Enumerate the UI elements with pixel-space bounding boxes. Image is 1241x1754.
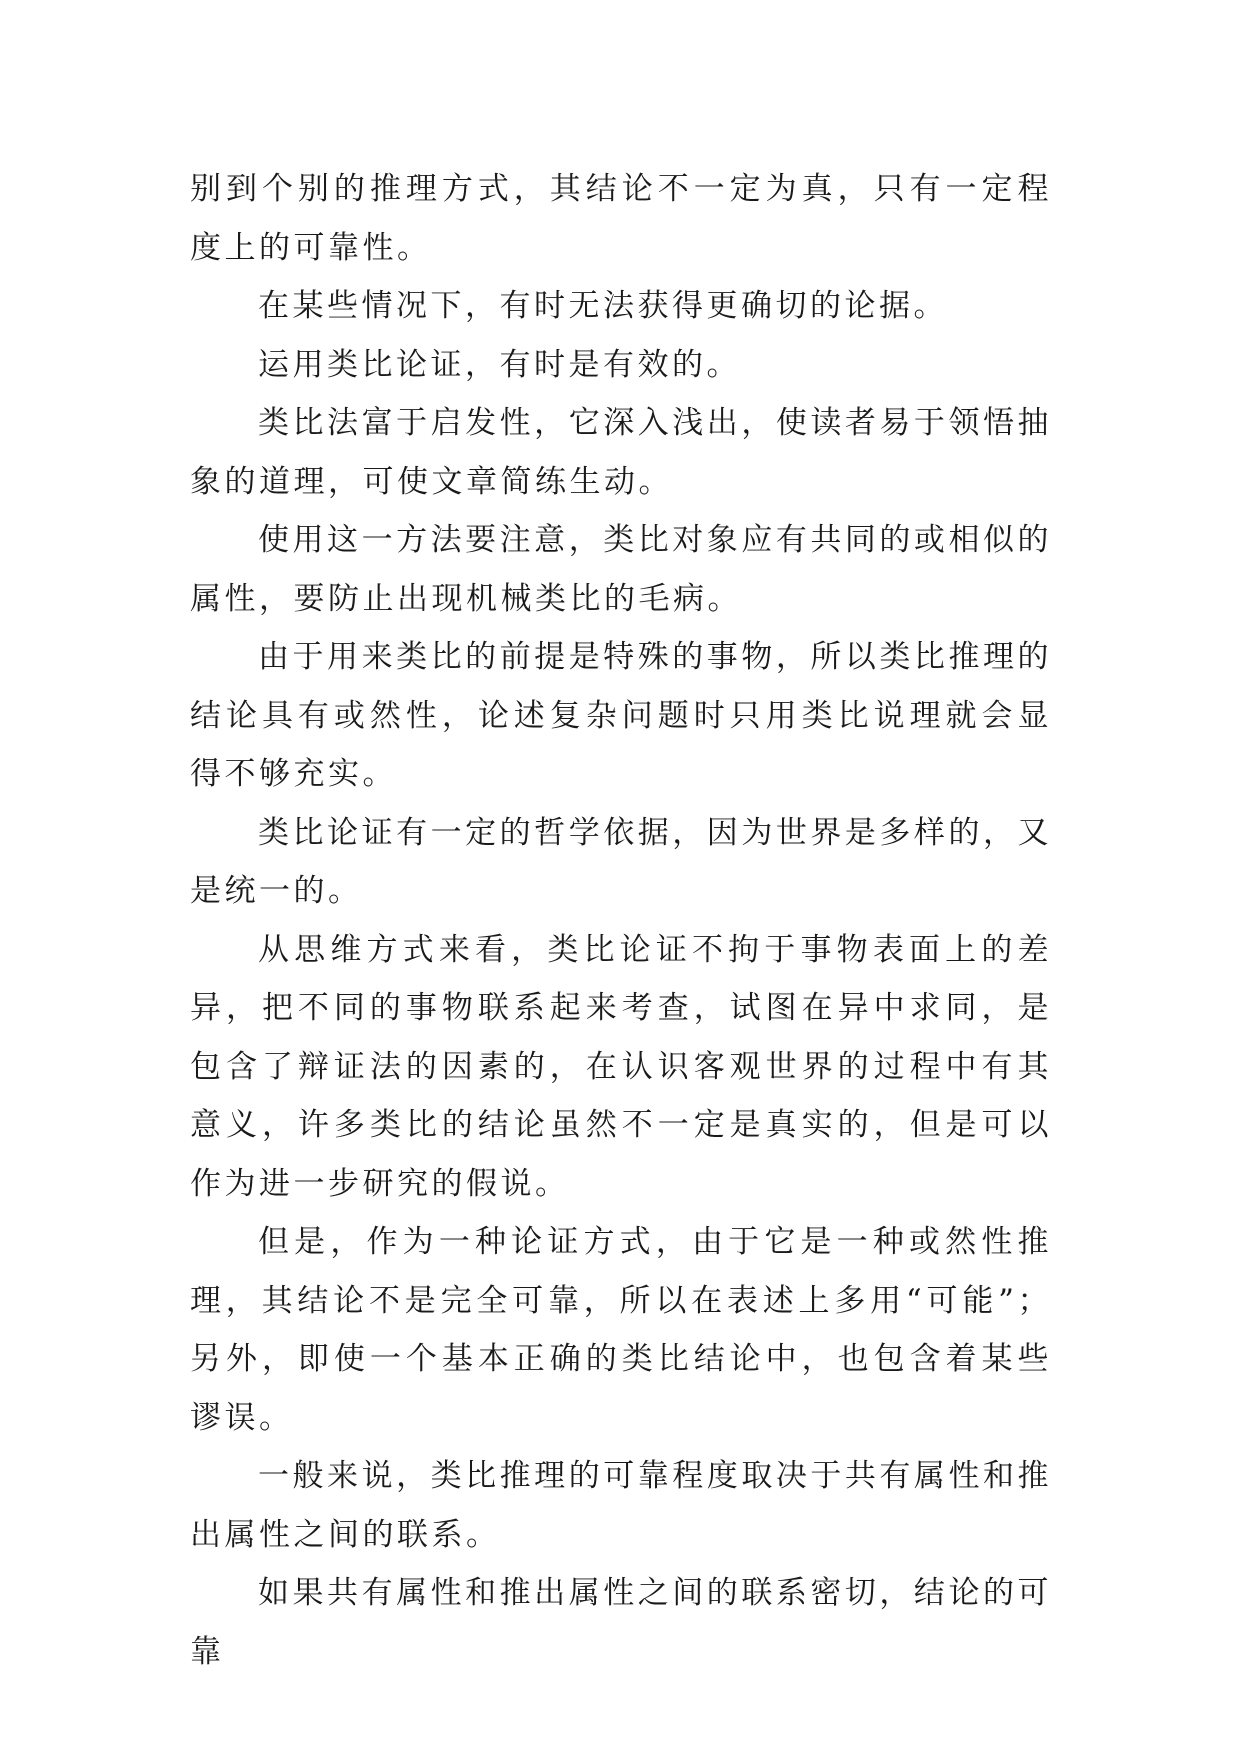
paragraph-2: 在某些情况下，有时无法获得更确切的论据。: [258, 288, 948, 324]
paragraph-9: 但是，作为一种论证方式，由于它是一种或然性推理，其结论不是完全可靠，所以在表述上多用“可能”；另外，即使一个基本正确的类比结论中，也包含着某些谬误。: [190, 1224, 1052, 1436]
paragraph-3: 运用类比论证，有时是有效的。: [258, 346, 741, 383]
paragraph-6: 由于用来类比的前提是特殊的事物，所以类比推理的结论具有或然性，论述复杂问题时只用类比说理就会显得不够充实。: [190, 639, 1052, 792]
paragraph-10: 一般来说，类比推理的可靠程度取决于共有属性和推出属性之间的联系。: [190, 1458, 1052, 1553]
paragraph-1: 别到个别的推理方式，其结论不一定为真，只有一定程度上的可靠性。: [190, 171, 1052, 266]
paragraph-7: 类比论证有一定的哲学依据，因为世界是多样的，又是统一的。: [190, 814, 1052, 909]
paragraph-4: 类比法富于启发性，它深入浅出，使读者易于领悟抽象的道理，可使文章简练生动。: [190, 405, 1052, 500]
paragraph-11: 如果共有属性和推出属性之间的联系密切，结论的可靠: [190, 1575, 1052, 1670]
paragraph-5: 使用这一方法要注意，类比对象应有共同的或相似的属性，要防止出现机械类比的毛病。: [190, 522, 1052, 617]
paragraph-8: 从思维方式来看，类比论证不拘于事物表面上的差异，把不同的事物联系起来考查，试图在异中求同，是包含了辩证法的因素的，在认识客观世界的过程中有其意义，许多类比的结论虽然不一定是真实的，但是可以作为进一步研究的假说。: [190, 931, 1052, 1202]
body-text: [190, 160, 1052, 1681]
